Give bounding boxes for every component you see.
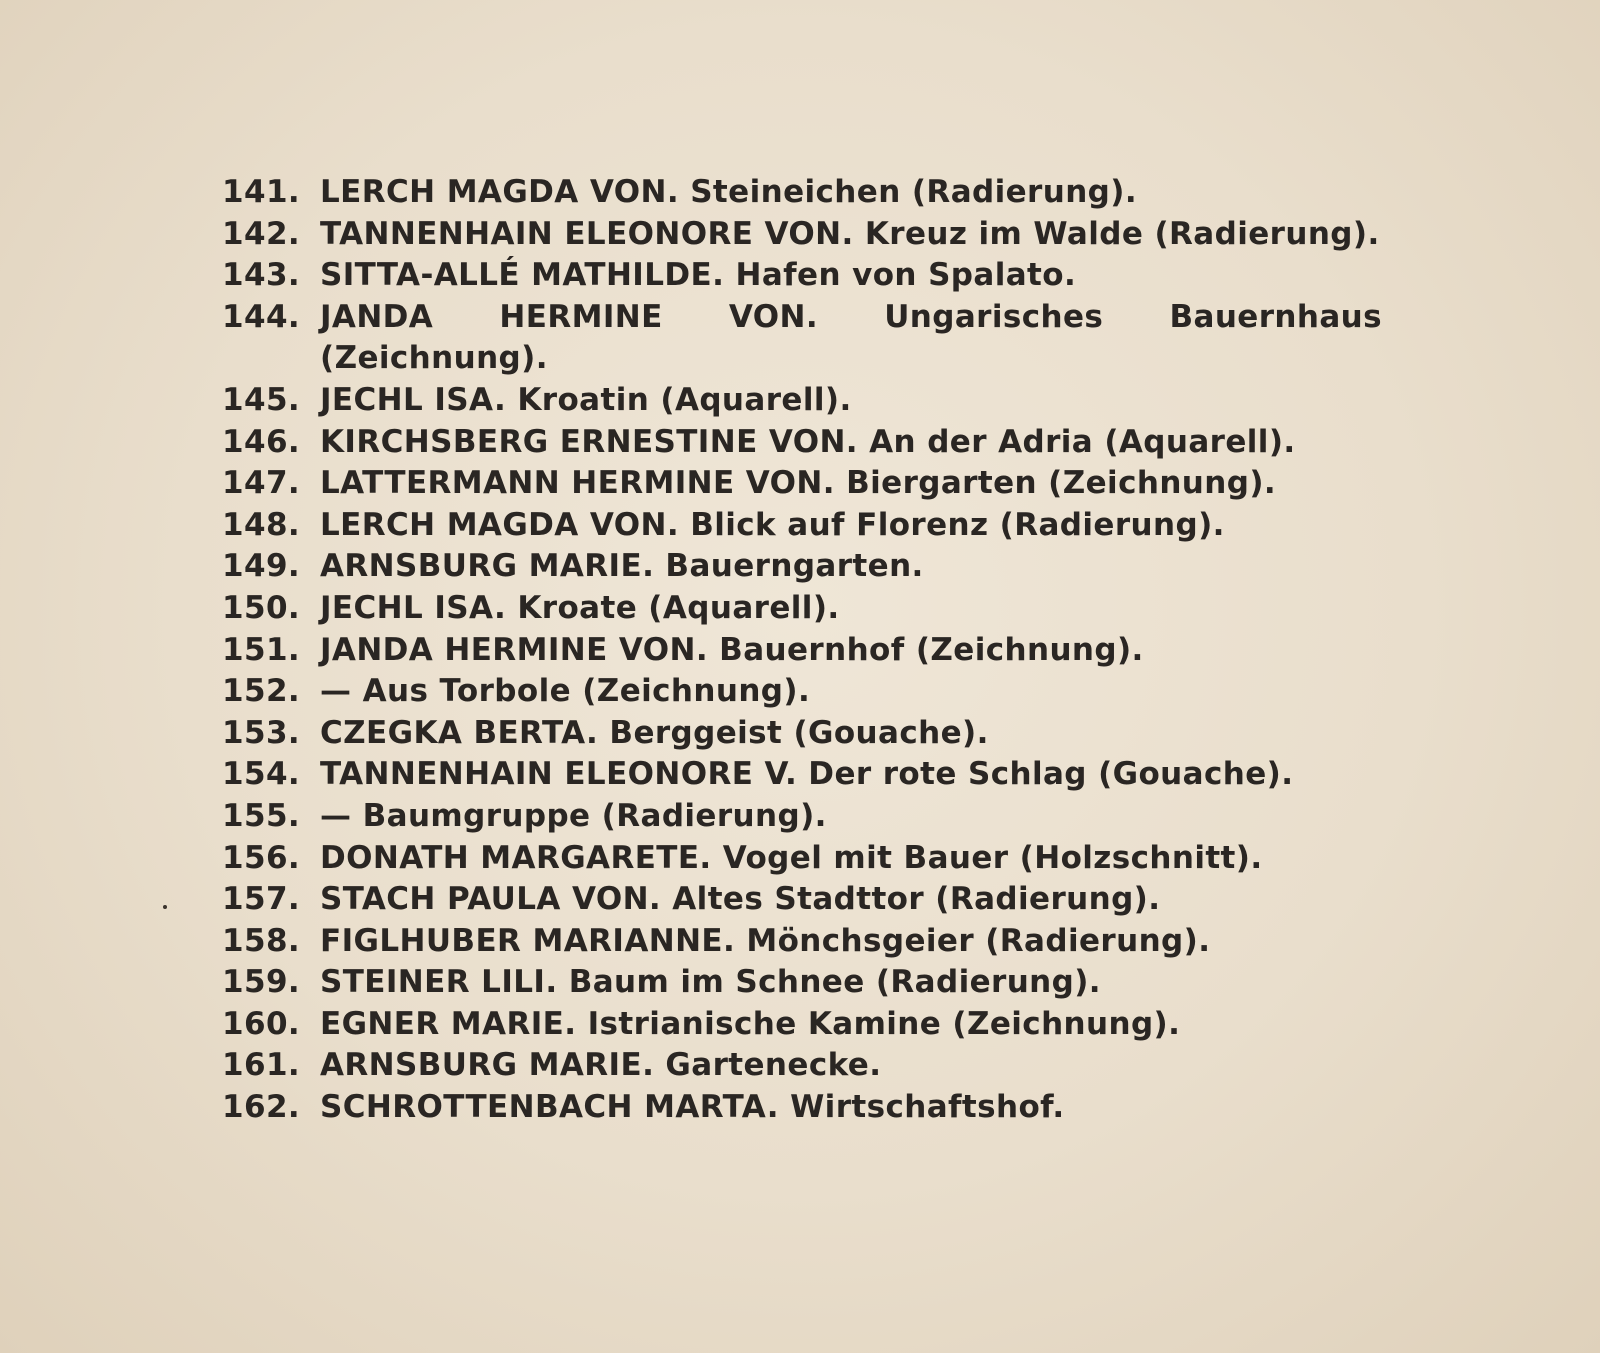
catalog-entry (222, 172, 1382, 214)
entry-number: 141. (222, 174, 301, 210)
entry-number: 155. (222, 797, 301, 834)
entry-number: 152. (222, 673, 301, 710)
entry-text: EGNER MARIE. Istrianische Kamine (Zeichnung). (320, 1005, 1181, 1042)
catalog-entry (222, 879, 1382, 921)
entry-text: JECHL ISA. Kroatin (Aquarell). (320, 381, 852, 418)
entry-text: LERCH MAGDA VON. Steineichen (Radierung). (320, 174, 1138, 210)
ink-speck (163, 905, 167, 909)
entry-text: ARNSBURG MARIE. Bauerngarten. (320, 548, 924, 585)
entry-text: KIRCHSBERG ERNESTINE VON. An der Adria (Aquarell). (320, 423, 1296, 460)
entry-text: — Aus Torbole (Zeichnung). (320, 673, 811, 710)
entry-number: 162. (222, 1089, 301, 1126)
catalog-entry (222, 463, 1382, 505)
entry-text: — Baumgruppe (Radierung). (320, 797, 827, 834)
entry-number: 145. (222, 381, 301, 418)
entry-number: 149. (222, 548, 301, 585)
entry-text: SITTA-ALLÉ MATHILDE. Hafen von Spalato. (320, 257, 1077, 294)
entry-text: JANDA HERMINE VON. Bauernhof (Zeichnung). (320, 631, 1144, 668)
catalog-entry (222, 1045, 1382, 1087)
entry-text: LERCH MAGDA VON. Blick auf Florenz (Radierung). (320, 506, 1225, 543)
catalog-entry (222, 1004, 1382, 1046)
entry-number: 153. (222, 714, 301, 751)
catalog-entry (222, 630, 1382, 672)
catalog-entry (222, 588, 1382, 630)
catalog-entry (222, 796, 1382, 838)
entry-number: 156. (222, 839, 301, 876)
entry-text: STACH PAULA VON. Altes Stadttor (Radierung). (320, 881, 1161, 918)
entry-number: 144. (222, 298, 301, 335)
entry-number: 157. (222, 881, 301, 918)
entry-number: 142. (222, 215, 301, 252)
catalog-entry (222, 962, 1382, 1004)
catalog-entry (222, 380, 1382, 422)
catalog-entry (222, 546, 1382, 588)
catalog-list (222, 172, 1382, 1129)
catalog-entry (222, 754, 1382, 796)
entry-text: CZEGKA BERTA. Berggeist (Gouache). (320, 714, 989, 751)
catalog-entry (222, 713, 1382, 755)
catalog-entry (222, 422, 1382, 464)
entry-number: 154. (222, 756, 301, 793)
entry-text: STEINER LILI. Baum im Schnee (Radierung). (320, 964, 1101, 1001)
entry-number: 146. (222, 423, 301, 460)
entry-text: SCHROTTENBACH MARTA. Wirtschaftshof. (320, 1089, 1065, 1126)
entry-number: 148. (222, 506, 301, 543)
entry-number: 159. (222, 964, 301, 1001)
entry-number: 150. (222, 589, 301, 626)
catalog-entry (222, 671, 1382, 713)
entry-number: 161. (222, 1047, 301, 1084)
entry-number: 151. (222, 631, 301, 668)
catalog-entry (222, 838, 1382, 880)
entry-text: JANDA HERMINE VON. Ungarisches Bauernhaus (Zeichnung). (320, 298, 1382, 377)
entry-text: DONATH MARGARETE. Vogel mit Bauer (Holzschnitt). (320, 839, 1263, 876)
catalog-entry (222, 255, 1382, 297)
entry-text: ARNSBURG MARIE. Gartenecke. (320, 1047, 882, 1084)
catalog-entry (222, 921, 1382, 963)
entry-text: LATTERMANN HERMINE VON. Biergarten (Zeichnung). (320, 465, 1277, 502)
catalog-entry (222, 214, 1382, 256)
entry-number: 160. (222, 1005, 301, 1042)
catalog-entry (222, 505, 1382, 547)
entry-text: JECHL ISA. Kroate (Aquarell). (320, 589, 840, 626)
entry-number: 147. (222, 465, 301, 502)
entry-number: 158. (222, 922, 301, 959)
catalog-entry (222, 1087, 1382, 1129)
entry-text: TANNENHAIN ELEONORE VON. Kreuz im Walde (Radierung). (320, 215, 1380, 252)
catalog-entry (222, 297, 1382, 380)
entry-number: 143. (222, 257, 301, 294)
entry-text: FIGLHUBER MARIANNE. Mönchsgeier (Radierung). (320, 922, 1211, 959)
entry-text: TANNENHAIN ELEONORE V. Der rote Schlag (Gouache). (320, 756, 1294, 793)
